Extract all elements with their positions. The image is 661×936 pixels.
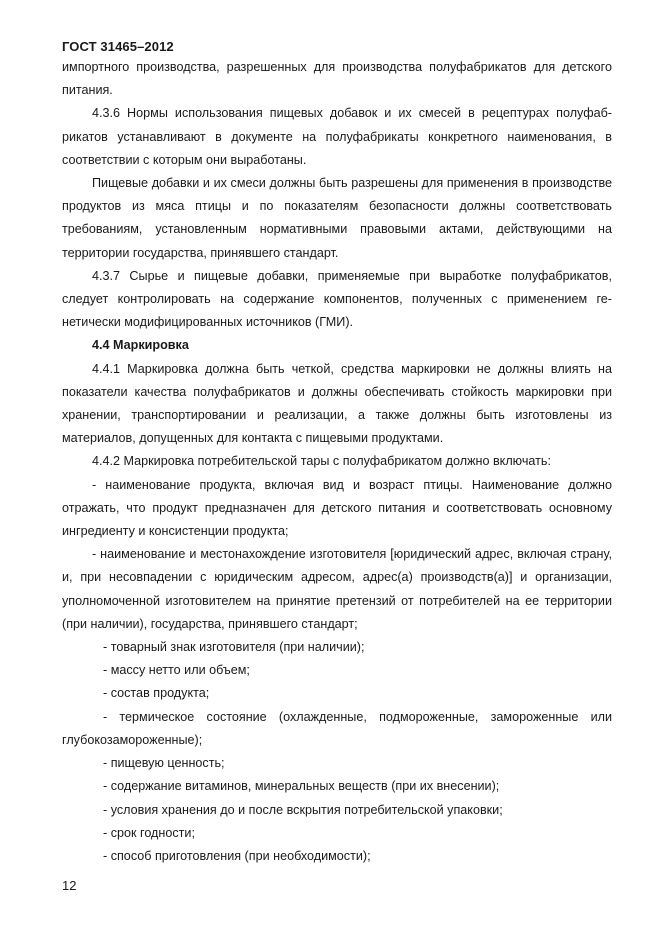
list-item-composition: - состав продукта; (103, 686, 210, 701)
list-item-thermal-state: - термическое состояние (охлажденные, подмороженные, замороженные или глубокозамороженные); (62, 709, 612, 747)
document-body (62, 56, 612, 868)
paragraph-food-additives: Пищевые добавки и их смеси должны быть разрешены для применения в производстве продуктов из мяса птицы и по показателям безопасности должны соответствовать требованиям, установленным нормативными правовыми актами, действующими на территории государства, принявшего стандарт. (62, 176, 612, 260)
paragraph-continuation: импортного производства, разрешенных для производства полуфабрикатов для детского питания. (62, 60, 612, 98)
list-item-trademark: - товарный знак изготовителя (при наличии); (103, 640, 365, 655)
list-item-cooking-method: - способ приготовления (при необходимости); (103, 848, 371, 863)
paragraph-product-name: - наименование продукта, включая вид и возраст птицы. Наименование должно отражать, что продукт предназначен для детского питания и соответствовать основному ингредиенту и консистенции продукта; (62, 477, 612, 539)
paragraph-4-4-2: 4.4.2 Маркировка потребительской тары с полуфабрикатом должно включать: (92, 454, 551, 469)
list-item-net-mass: - массу нетто или объем; (103, 663, 250, 678)
list-item-storage: - условия хранения до и после вскрытия потребительской упаковки; (103, 802, 503, 817)
section-heading-4-4: 4.4 Маркировка (92, 338, 189, 353)
paragraph-4-3-6: 4.3.6 Нормы использования пищевых добавок и их смесей в рецептурах полуфабрикатов устанавливают в документе на полуфабрикаты конкретного наименования, в соответствии с которым они выработаны. (62, 106, 612, 167)
document-header-title: ГОСТ 31465–2012 (62, 39, 174, 54)
list-item-vitamins: - содержание витаминов, минеральных веществ (при их внесении); (103, 779, 500, 794)
paragraph-4-3-7: 4.3.7 Сырье и пищевые добавки, применяемые при выработке полуфабрикатов, следует контролировать на содержание компонентов, полученных с применением генетически модифицированных источников (ГМИ). (62, 268, 612, 330)
paragraph-4-4-1: 4.4.1 Маркировка должна быть четкой, средства маркировки не должны влиять на показатели качества полуфабрикатов и должны обеспечивать стойкость маркировки при хранении, транспортировании и реализации, а также должны быть изготовлены из материалов, допущенных для контакта с пищевыми продуктами. (62, 361, 612, 446)
page-number: 12 (62, 878, 77, 893)
list-item-shelf-life: - срок годности; (103, 825, 195, 840)
paragraph-manufacturer: - наименование и местонахождение изготовителя [юридический адрес, включая страну, и, при несовпадении с юридическим адресом, адрес(а) производств(а)] и организации, уполномоченной изготовителем на принятие претензий от потребителей на ее территории (при наличии), государства, принявшего стандарт; (62, 547, 612, 631)
list-item-nutrition: - пищевую ценность; (103, 756, 225, 771)
